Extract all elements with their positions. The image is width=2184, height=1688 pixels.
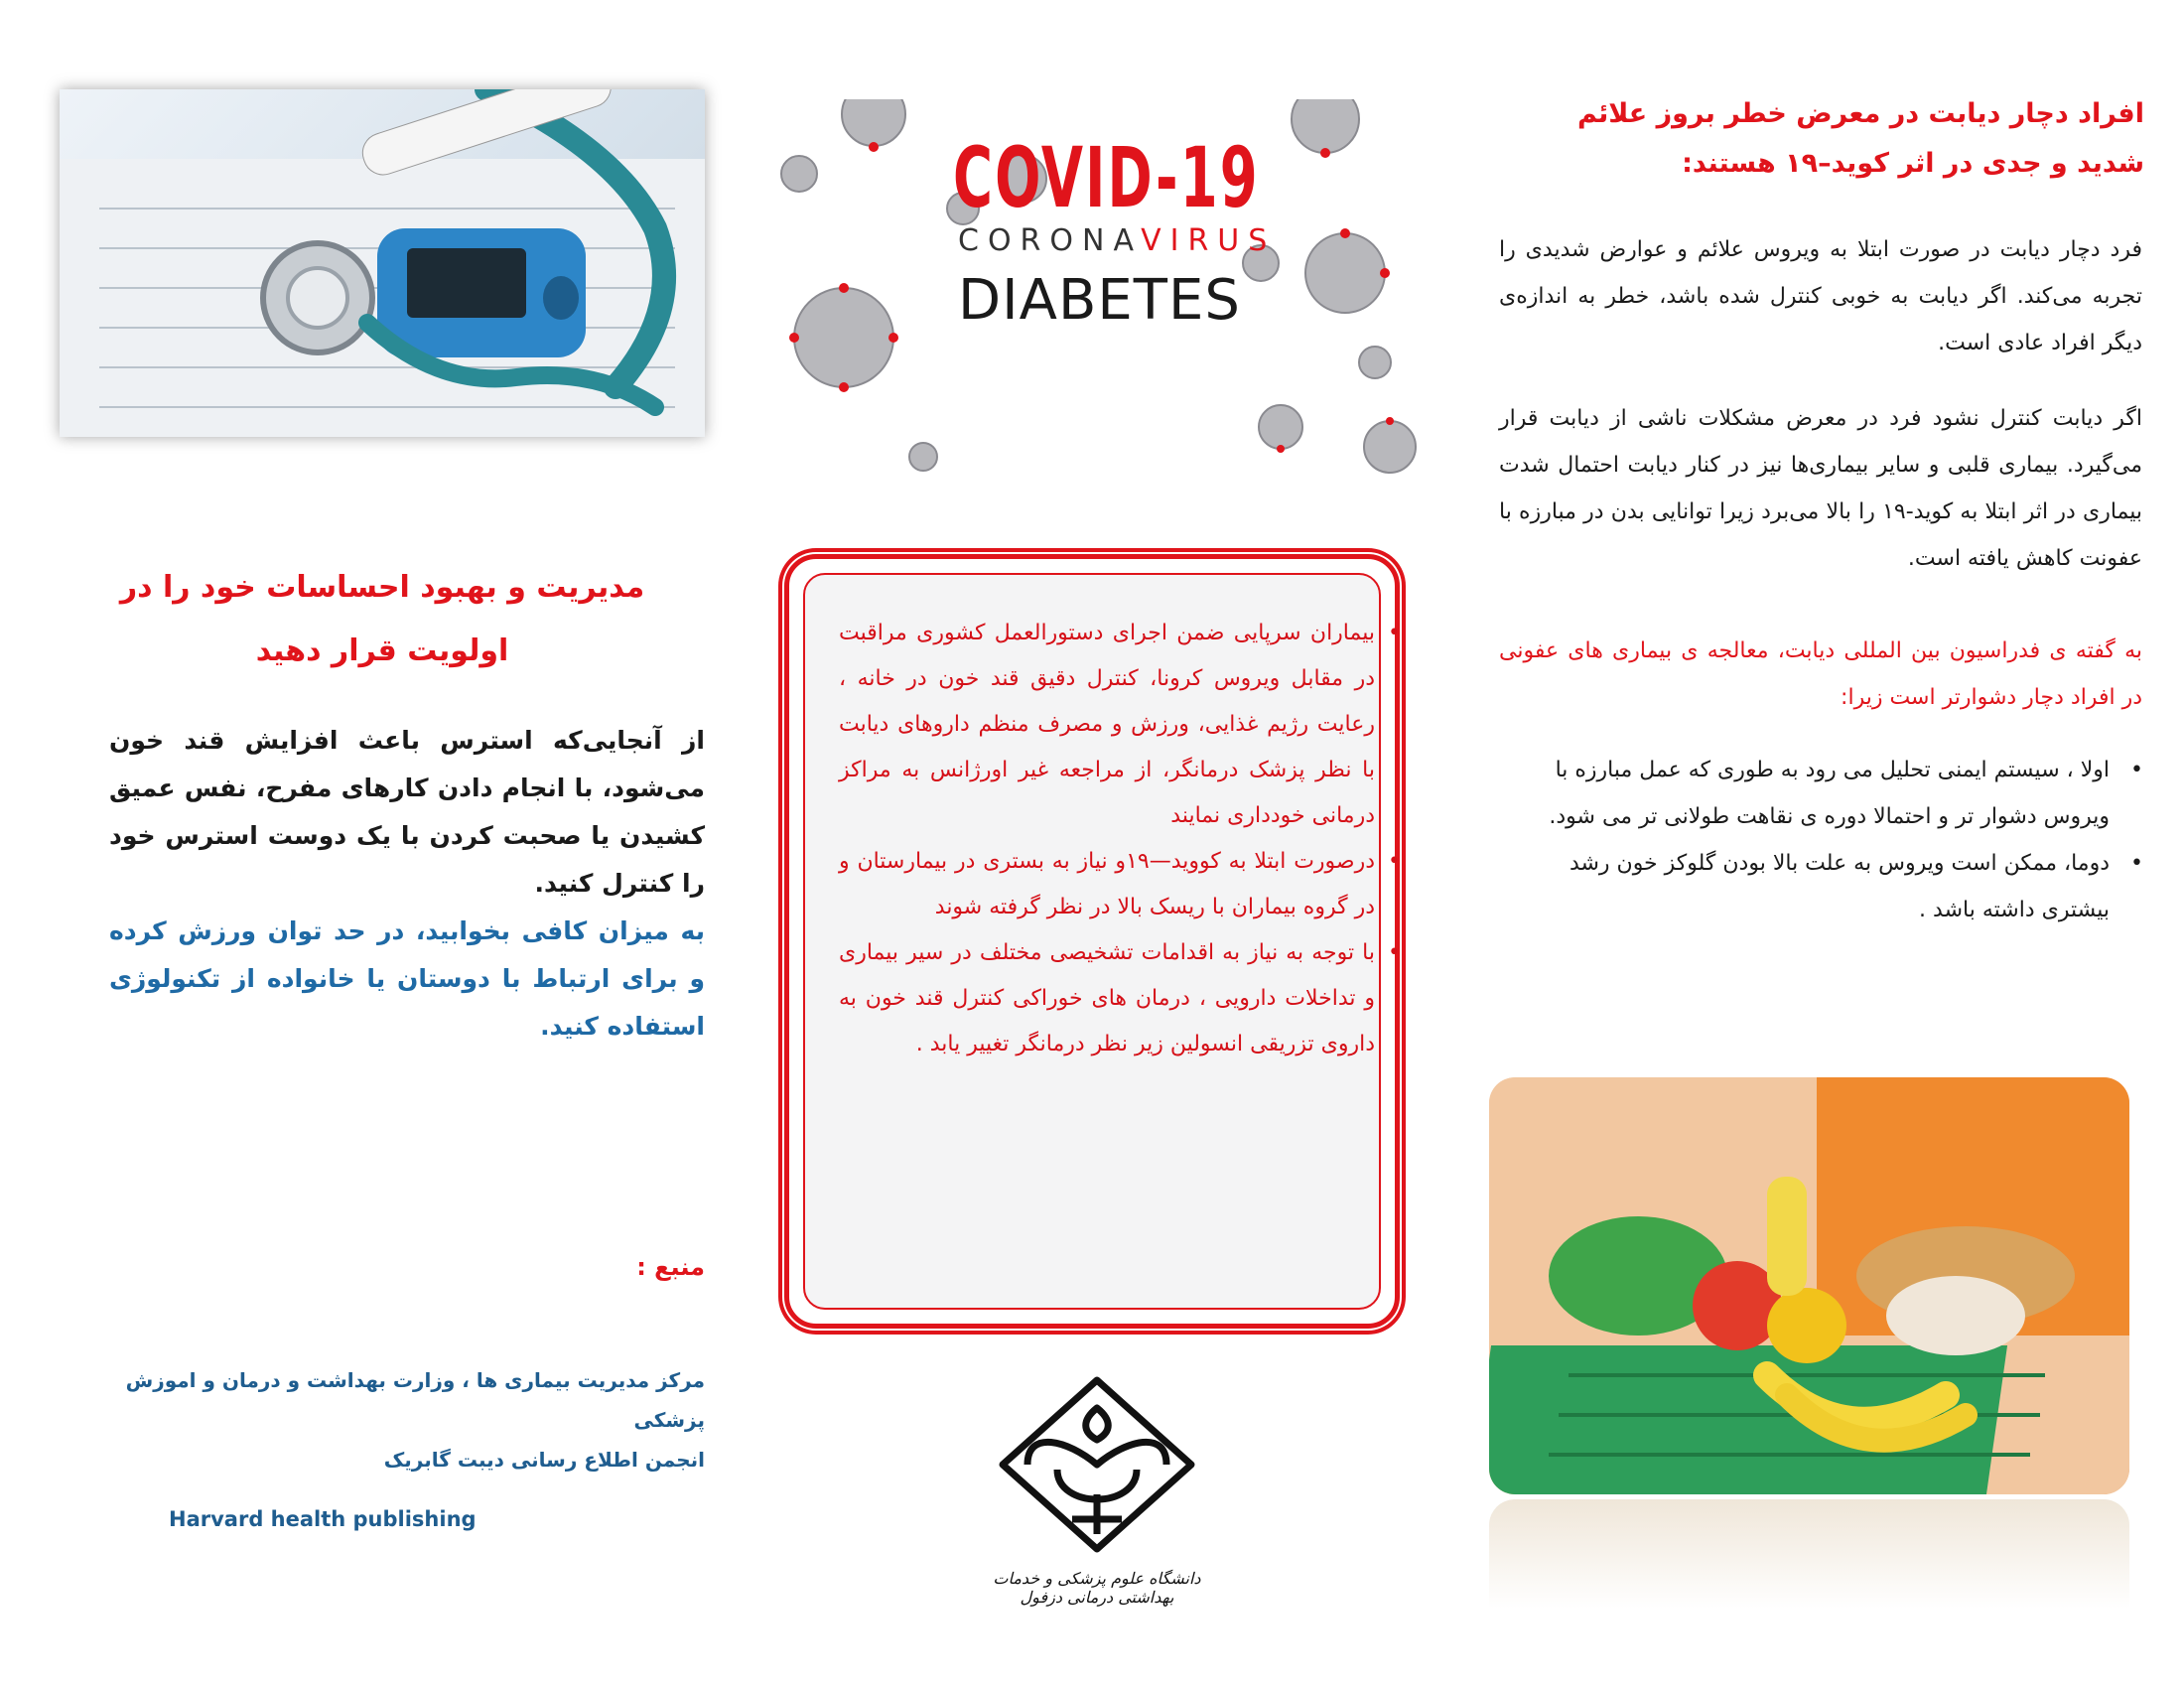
left-heading-line2: اولویت قرار دهید — [255, 633, 509, 668]
middle-panel — [774, 0, 1420, 1688]
glucose-meter-photo — [60, 89, 705, 437]
food-basket-photo — [1489, 1077, 2129, 1494]
harvard-reference: Harvard health publishing — [169, 1507, 477, 1531]
university-name: دانشگاه علوم پزشکی و خدمات بهداشتی درمانی دزفول — [993, 1569, 1201, 1607]
outpatient-guidance-list — [839, 611, 1401, 1067]
food-basket-illustration — [1489, 1077, 2129, 1494]
reference-item: مرکز مدیریت بیماری ها ، وزارت بهداشت و درمان و اموزش پزشکی — [125, 1368, 705, 1432]
risk-paragraph: فرد دچار دیابت در صورت ابتلا به ویروس علائم و عوارض شدیدی را تجربه می‌کند. اگر دیابت به خوبی کنترل شده باشد، خطر به اندازه‌ی دیگر افراد عادی است. — [1499, 237, 2142, 355]
coronavirus-label — [958, 223, 1276, 258]
red-info-box-inner — [803, 573, 1381, 1310]
source-label: منبع : — [636, 1253, 705, 1281]
right-heading: افراد دچار دیابت در معرض خطر بروز علائم شدید و جدی در اثر کوید–۱۹ هستند: — [1576, 98, 2144, 179]
university-logo-icon — [988, 1370, 1206, 1559]
uncontrolled-paragraph: اگر دیابت کنترل نشود فرد در معرض مشکلات ناشی از دیابت قرار می‌گیرد. بیماری قلبی و سایر بیماری‌ها نیز در کنار دیابت احتمال شدت بیماری در اثر ابتلا به کوید-۱۹ را بالا می‌برد زیرا توانایی بدن در مبارزه با عفونت کاهش یافته است. — [1499, 406, 2143, 571]
list-item: • بیماران سرپایی ضمن اجرای دستورالعمل کشوری مراقبت در مقابل ویروس کرونا، کنترل دقیق قند خون در خانه ، رعایت رژیم غذایی، ورزش و مصرف منظم داروهای دیابت با نظر پزشک درمانگر، از مراجعه غیر اورژانس به مراکز درمانی خودداری نمایند — [839, 611, 1375, 839]
red-info-box — [784, 554, 1400, 1329]
left-body — [109, 717, 705, 1051]
food-photo-reflection — [1489, 1499, 2129, 1609]
virus-text: VIRUS — [1141, 223, 1277, 258]
reasons-list — [1534, 747, 2143, 933]
stress-paragraph: از آنجایی‌که استرس باعث افزایش قند خون می‌شود، با انجام دادن کارهای مفرح، نفس عمیق کشیدن یا صحبت کردن با یک دوست استرس خود را کنترل کنید. — [109, 726, 705, 898]
corona-text: CORONA — [958, 223, 1142, 258]
list-item: • دوما، ممکن است ویروس به علت بالا بودن گلوکز خون رشد بیشتری داشته باشد . — [1534, 840, 2110, 933]
sleep-paragraph: به میزان کافی بخوابید، در حد توان ورزش کرده و برای ارتباط با دوستان یا خانواده از تکنولوژی استفاده کنید. — [109, 916, 705, 1041]
reference-item: انجمن اطلاع رسانی دیبت گابریک — [383, 1448, 705, 1472]
idf-paragraph: به گفته ی فدراسیون بین المللی دیابت، معالجه ی بیماری های عفونی در افراد دچار دشوارتر است زیرا: — [1499, 638, 2142, 710]
covid-title: COVID-19 — [953, 129, 1260, 226]
diabetes-title: DIABETES — [958, 268, 1241, 333]
left-panel — [50, 0, 715, 1688]
references — [109, 1360, 705, 1479]
list-item: • درصورت ابتلا به کووید—۱۹و نیاز به بستری در بیمارستان و در گروه بیماران با ریسک بالا در نظر گرفته شوند — [839, 839, 1375, 930]
left-heading — [69, 556, 695, 683]
list-item: • با توجه به نیاز به اقدامات تشخیصی مختلف در سیر بیماری و تداخلات دارویی ، درمان های خوراکی کنترل قند خون به داروی تزریقی انسولین زیر نظر درمانگر تغییر یابد . — [839, 930, 1375, 1067]
right-panel — [1489, 0, 2144, 1688]
left-heading-line1: مدیریت و بهبود احساسات خود را در — [119, 570, 645, 605]
glucose-meter-illustration — [60, 89, 705, 437]
list-item: • اولا ، سیستم ایمنی تحلیل می رود به طوری که عمل مبارزه با ویروس دشوار تر و احتمالا دوره ی نقاهت طولانی تر می شود. — [1534, 747, 2110, 840]
